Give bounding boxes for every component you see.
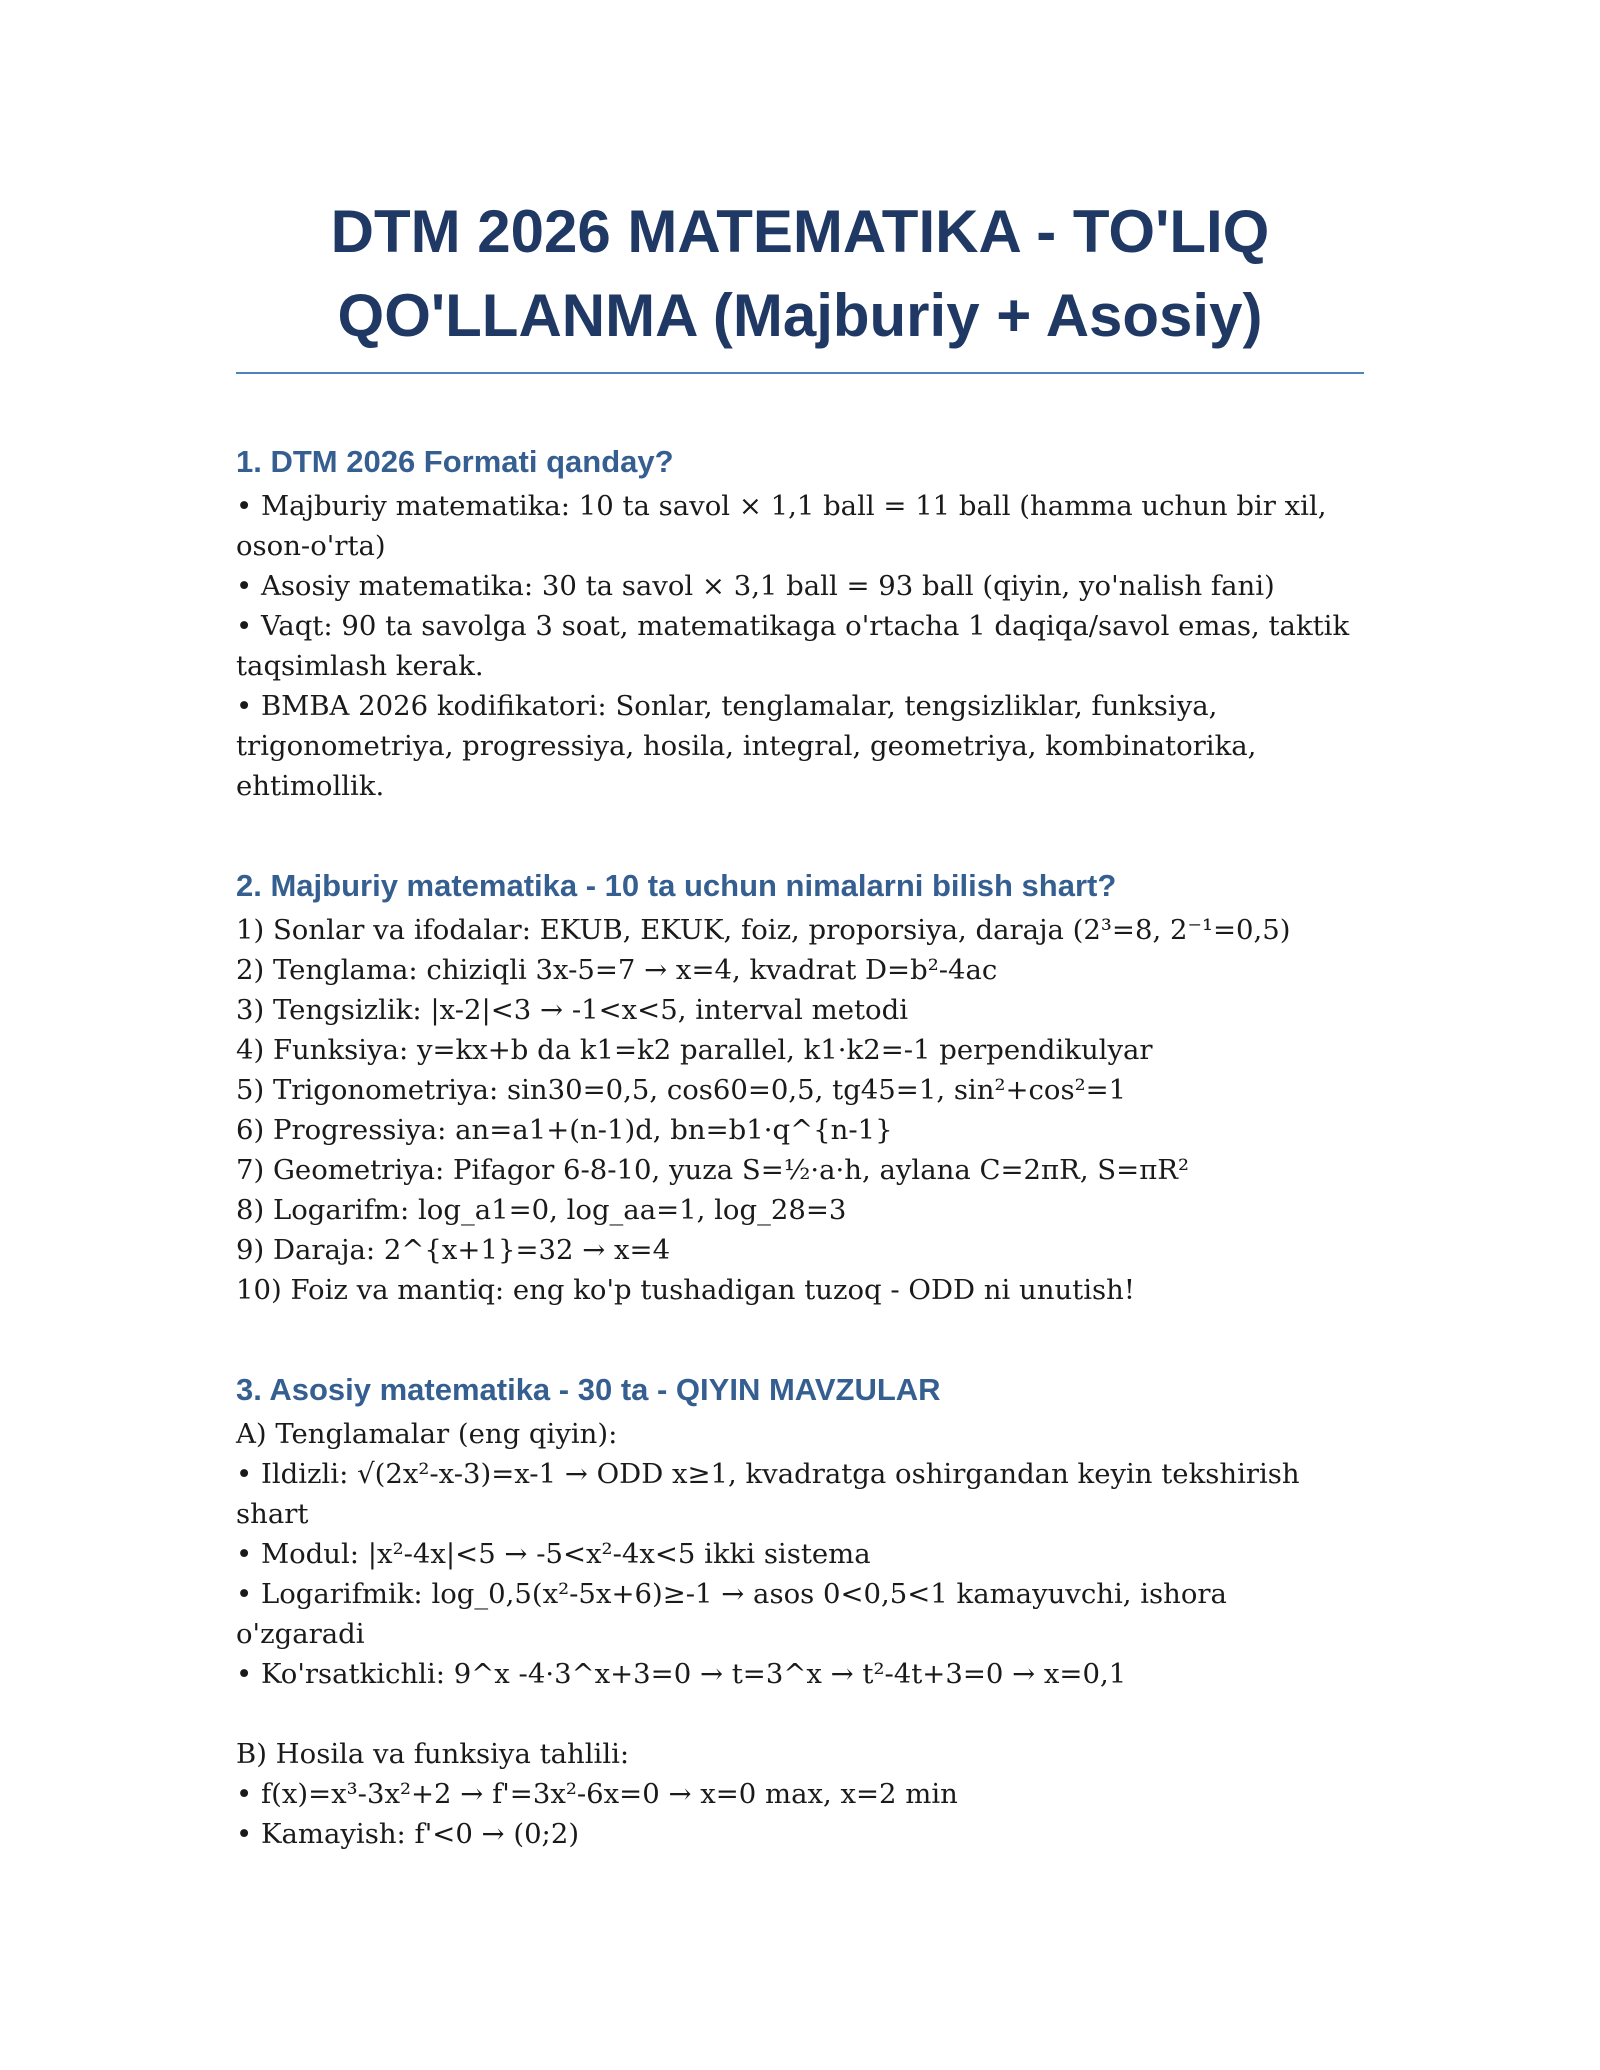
section-body — [236, 910, 1364, 1310]
bullet-line: • Ildizli: √(2x²-x-3)=x-1 → ODD x≥1, kvadratga oshirgandan keyin tekshirish shart — [236, 1458, 1300, 1530]
numbered-line: 8) Logarifm: log_a1=0, log_aa=1, log_28=3 — [236, 1194, 847, 1226]
numbered-line: 1) Sonlar va ifodalar: EKUB, EKUK, foiz, proporsiya, daraja (2³=8, 2⁻¹=0,5) — [236, 914, 1291, 946]
bullet-line: • Logarifmik: log_0,5(x²-5x+6)≥-1 → asos 0<0,5<1 kamayuvchi, ishora o'zgaradi — [236, 1578, 1227, 1650]
bullet-line: • Modul: |x²-4x|<5 → -5<x²-4x<5 ikki sistema — [236, 1538, 871, 1570]
document-content — [236, 190, 1364, 1854]
bullet-line: • BMBA 2026 kodifikatori: Sonlar, tenglamalar, tengsizliklar, funksiya, trigonometriya, progressiya, hosila, integral, geometriya, kombinatorika, ehtimollik. — [236, 690, 1257, 802]
bullet-line: • Majburiy matematika: 10 ta savol × 1,1 ball = 11 ball (hamma uchun bir xil, oson-o'rta) — [236, 490, 1327, 562]
section-heading: 3. Asosiy matematika - 30 ta - QIYIN MAVZULAR — [236, 1372, 941, 1407]
numbered-line: 3) Tengsizlik: |x-2|<3 → -1<x<5, interval metodi — [236, 994, 908, 1026]
numbered-line: 10) Foiz va mantiq: eng ko'p tushadigan tuzoq - ODD ni unutish! — [236, 1274, 1135, 1306]
section-format — [236, 442, 1364, 806]
section-asosiy — [236, 1370, 1364, 1854]
section-heading: 1. DTM 2026 Formati qanday? — [236, 444, 674, 479]
numbered-line: 5) Trigonometriya: sin30=0,5, cos60=0,5, tg45=1, sin²+cos²=1 — [236, 1074, 1127, 1106]
bullet-line: • f(x)=x³-3x²+2 → f'=3x²-6x=0 → x=0 max, x=2 min — [236, 1778, 958, 1810]
blank-line — [236, 1694, 1364, 1734]
bullet-line: • Kamayish: f'<0 → (0;2) — [236, 1818, 580, 1850]
subheading-line: A) Tenglamalar (eng qiyin): — [236, 1418, 618, 1450]
numbered-line: 4) Funksiya: y=kx+b da k1=k2 parallel, k1·k2=-1 perpendikulyar — [236, 1034, 1153, 1066]
section-majburiy — [236, 866, 1364, 1310]
subheading-line: B) Hosila va funksiya tahlili: — [236, 1738, 630, 1770]
section-heading: 2. Majburiy matematika - 10 ta uchun nimalarni bilish shart? — [236, 868, 1117, 903]
section-body — [236, 486, 1364, 806]
document-title: DTM 2026 MATEMATIKA - TO'LIQ QO'LLANMA (Majburiy + Asosiy) — [236, 190, 1364, 374]
numbered-line: 7) Geometriya: Pifagor 6-8-10, yuza S=½·a·h, aylana C=2πR, S=πR² — [236, 1154, 1189, 1186]
bullet-line: • Vaqt: 90 ta savolga 3 soat, matematikaga o'rtacha 1 daqiqa/savol emas, taktik taqsimlash kerak. — [236, 610, 1350, 682]
numbered-line: 6) Progressiya: an=a1+(n-1)d, bn=b1·q^{n-1} — [236, 1114, 893, 1146]
numbered-line: 2) Tenglama: chiziqli 3x-5=7 → x=4, kvadrat D=b²-4ac — [236, 954, 998, 986]
numbered-line: 9) Daraja: 2^{x+1}=32 → x=4 — [236, 1234, 671, 1266]
section-body — [236, 1414, 1364, 1854]
bullet-line: • Asosiy matematika: 30 ta savol × 3,1 ball = 93 ball (qiyin, yo'nalish fani) — [236, 570, 1275, 602]
bullet-line: • Ko'rsatkichli: 9^x -4·3^x+3=0 → t=3^x → t²-4t+3=0 → x=0,1 — [236, 1658, 1127, 1690]
